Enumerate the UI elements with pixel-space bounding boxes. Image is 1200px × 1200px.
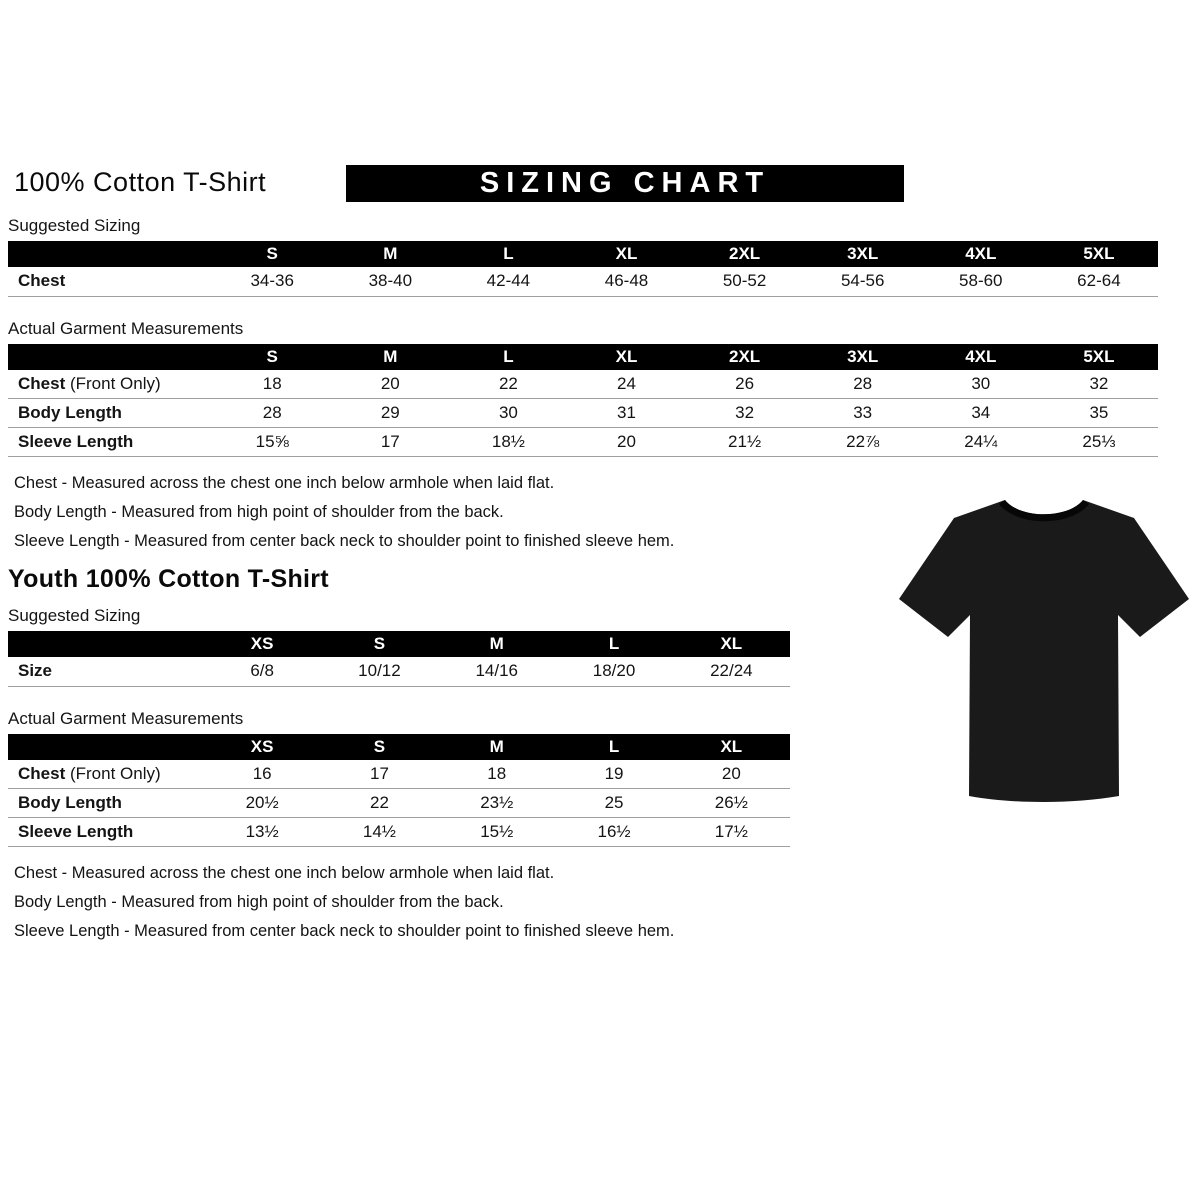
table-cell: 29 (331, 399, 449, 428)
corner-cell (8, 631, 204, 657)
table-cell: 15½ (438, 818, 555, 847)
size-header: L (449, 344, 567, 370)
note-body-length: Body Length - Measured from high point of shoulder from the back. (14, 503, 504, 521)
table-cell: 17 (331, 428, 449, 457)
table-row (8, 657, 790, 686)
size-header: L (449, 241, 567, 267)
row-label-cell (8, 657, 204, 686)
table-row (8, 370, 1158, 399)
note-chest: Chest - Measured across the chest one inch below armhole when laid flat. (14, 474, 555, 492)
table-cell: 15⅝ (213, 428, 331, 457)
table-cell: 16 (204, 760, 321, 789)
table-cell: 62-64 (1040, 267, 1158, 296)
table-cell: 19 (555, 760, 672, 789)
note-sleeve-length: Sleeve Length - Measured from center back neck to shoulder point to finished sleeve hem. (14, 922, 675, 940)
row-label-suffix: (Front Only) (69, 763, 161, 783)
header-row (8, 631, 790, 657)
table-cell: 58-60 (922, 267, 1040, 296)
table-cell: 22/24 (673, 657, 790, 686)
row-label: Body Length (18, 793, 122, 812)
size-header: 3XL (804, 344, 922, 370)
size-header: 5XL (1040, 241, 1158, 267)
youth-section-title: Youth 100% Cotton T-Shirt (8, 565, 329, 593)
row-label-cell (8, 370, 213, 399)
header-row (8, 734, 790, 760)
table-row (8, 267, 1158, 296)
youth-measurement-notes (8, 864, 1160, 941)
table-cell: 20 (331, 370, 449, 399)
table-cell: 28 (804, 370, 922, 399)
table-cell: 23½ (438, 789, 555, 818)
youth-actual-measurements-label: Actual Garment Measurements (8, 708, 244, 728)
row-label: Chest (18, 373, 66, 393)
size-header: M (331, 241, 449, 267)
table-cell: 34-36 (213, 267, 331, 296)
corner-cell (8, 344, 213, 370)
size-header: XL (567, 344, 685, 370)
tshirt-icon (893, 478, 1195, 818)
table-cell: 20 (567, 428, 685, 457)
table-cell: 46-48 (567, 267, 685, 296)
size-header: M (331, 344, 449, 370)
adult-suggested-table (8, 241, 1158, 297)
table-cell: 10/12 (321, 657, 438, 686)
row-label-cell (8, 399, 213, 428)
sizing-chart-banner: SIZING CHART (346, 165, 904, 202)
table-cell: 18 (438, 760, 555, 789)
size-header: 2XL (686, 344, 804, 370)
header-row (8, 241, 1158, 267)
row-label: Body Length (18, 403, 122, 422)
table-cell: 26 (686, 370, 804, 399)
table-cell: 25 (555, 789, 672, 818)
table-cell: 20½ (204, 789, 321, 818)
row-label-cell (8, 267, 213, 296)
size-header: 4XL (922, 344, 1040, 370)
size-header: XS (204, 631, 321, 657)
table-cell: 35 (1040, 399, 1158, 428)
row-label-cell (8, 428, 213, 457)
note-sleeve-length: Sleeve Length - Measured from center back neck to shoulder point to finished sleeve hem. (14, 532, 675, 550)
table-cell: 24 (567, 370, 685, 399)
title-row (8, 165, 1160, 207)
table-cell: 14½ (321, 818, 438, 847)
table-cell: 17½ (673, 818, 790, 847)
note-body-length: Body Length - Measured from high point of shoulder from the back. (14, 893, 504, 911)
corner-cell (8, 734, 204, 760)
table-cell: 16½ (555, 818, 672, 847)
table-cell: 17 (321, 760, 438, 789)
size-header: L (555, 631, 672, 657)
note-chest: Chest - Measured across the chest one inch below armhole when laid flat. (14, 864, 555, 882)
adult-actual-table (8, 344, 1158, 458)
row-label-cell (8, 818, 204, 847)
youth-suggested-sizing-label: Suggested Sizing (8, 606, 141, 625)
size-header: XL (673, 631, 790, 657)
table-row (8, 399, 1158, 428)
size-header: 5XL (1040, 344, 1158, 370)
row-label: Sleeve Length (18, 822, 134, 841)
table-cell: 18 (213, 370, 331, 399)
table-cell: 20 (673, 760, 790, 789)
size-header: 3XL (804, 241, 922, 267)
table-cell: 21½ (686, 428, 804, 457)
size-header: S (213, 344, 331, 370)
table-cell: 14/16 (438, 657, 555, 686)
table-cell: 6/8 (204, 657, 321, 686)
table-cell: 42-44 (449, 267, 567, 296)
table-cell: 18/20 (555, 657, 672, 686)
table-cell: 34 (922, 399, 1040, 428)
table-cell: 32 (1040, 370, 1158, 399)
youth-actual-table (8, 734, 790, 848)
corner-cell (8, 241, 213, 267)
tshirt-product-image (893, 478, 1195, 818)
size-header: S (321, 631, 438, 657)
row-label-cell (8, 789, 204, 818)
table-cell: 18½ (449, 428, 567, 457)
table-cell: 25⅓ (1040, 428, 1158, 457)
row-label-cell (8, 760, 204, 789)
table-cell: 38-40 (331, 267, 449, 296)
size-header: L (555, 734, 672, 760)
size-header: XL (567, 241, 685, 267)
table-row (8, 428, 1158, 457)
table-cell: 50-52 (686, 267, 804, 296)
size-header: XL (673, 734, 790, 760)
size-header: 2XL (686, 241, 804, 267)
table-row (8, 789, 790, 818)
table-cell: 54-56 (804, 267, 922, 296)
table-cell: 30 (922, 370, 1040, 399)
table-cell: 22 (321, 789, 438, 818)
size-header: S (213, 241, 331, 267)
table-cell: 26½ (673, 789, 790, 818)
table-cell: 22 (449, 370, 567, 399)
adult-suggested-sizing-label: Suggested Sizing (8, 216, 141, 235)
table-cell: 30 (449, 399, 567, 428)
row-label: Chest (18, 271, 66, 291)
table-cell: 28 (213, 399, 331, 428)
table-cell: 13½ (204, 818, 321, 847)
row-label: Chest (18, 763, 66, 783)
size-header: M (438, 631, 555, 657)
size-header: XS (204, 734, 321, 760)
youth-suggested-table (8, 631, 790, 687)
table-cell: 33 (804, 399, 922, 428)
size-header: M (438, 734, 555, 760)
row-label: Sleeve Length (18, 432, 134, 451)
table-cell: 31 (567, 399, 685, 428)
table-row (8, 818, 790, 847)
table-cell: 32 (686, 399, 804, 428)
page-title: 100% Cotton T-Shirt (14, 167, 267, 197)
size-header: 4XL (922, 241, 1040, 267)
header-row (8, 344, 1158, 370)
row-label: Size (18, 661, 53, 681)
table-row (8, 760, 790, 789)
table-cell: 24¼ (922, 428, 1040, 457)
adult-actual-measurements-label: Actual Garment Measurements (8, 318, 244, 338)
tshirt-body (899, 500, 1189, 802)
row-label-suffix: (Front Only) (69, 373, 161, 393)
table-cell: 22⅞ (804, 428, 922, 457)
size-header: S (321, 734, 438, 760)
